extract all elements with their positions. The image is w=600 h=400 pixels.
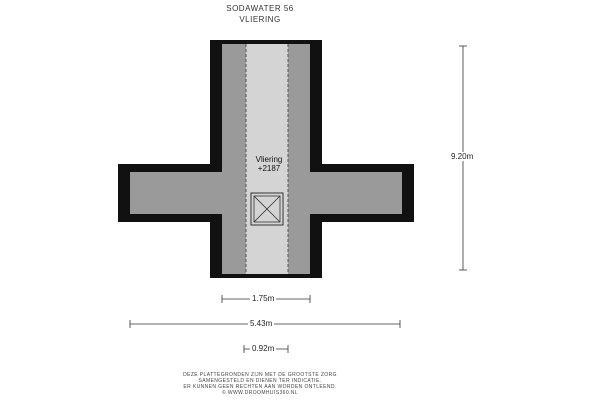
dimension-total-width-label: 5.43m	[250, 319, 273, 328]
room-name: Vliering	[255, 155, 283, 164]
disclaimer-line-4: © WWW.DROOMHUIS360.NL	[222, 390, 298, 396]
roof-hatch	[251, 193, 283, 225]
disclaimer-line-2: SAMENGESTELD EN DIENEN TER INDICATIE.	[198, 378, 322, 384]
dimension-height-label: 9.20m	[451, 152, 474, 161]
disclaimer-line-1: DEZE PLATTEGRONDEN ZIJN MET DE GROOTSTE ZORG	[183, 372, 337, 378]
room-label	[239, 155, 299, 173]
disclaimer-line-3: ER KUNNEN GEEN RECHTEN AAN WORDEN ONTLEEND.	[183, 384, 337, 390]
disclaimer	[140, 372, 380, 396]
dimension-hatch-label: 0.92m	[252, 344, 275, 353]
address-title: SODAWATER 56	[226, 4, 294, 13]
dimension-inner-width-label: 1.75m	[252, 294, 275, 303]
room-height: +2187	[257, 164, 281, 173]
floor-title: VLIERING	[239, 15, 281, 24]
